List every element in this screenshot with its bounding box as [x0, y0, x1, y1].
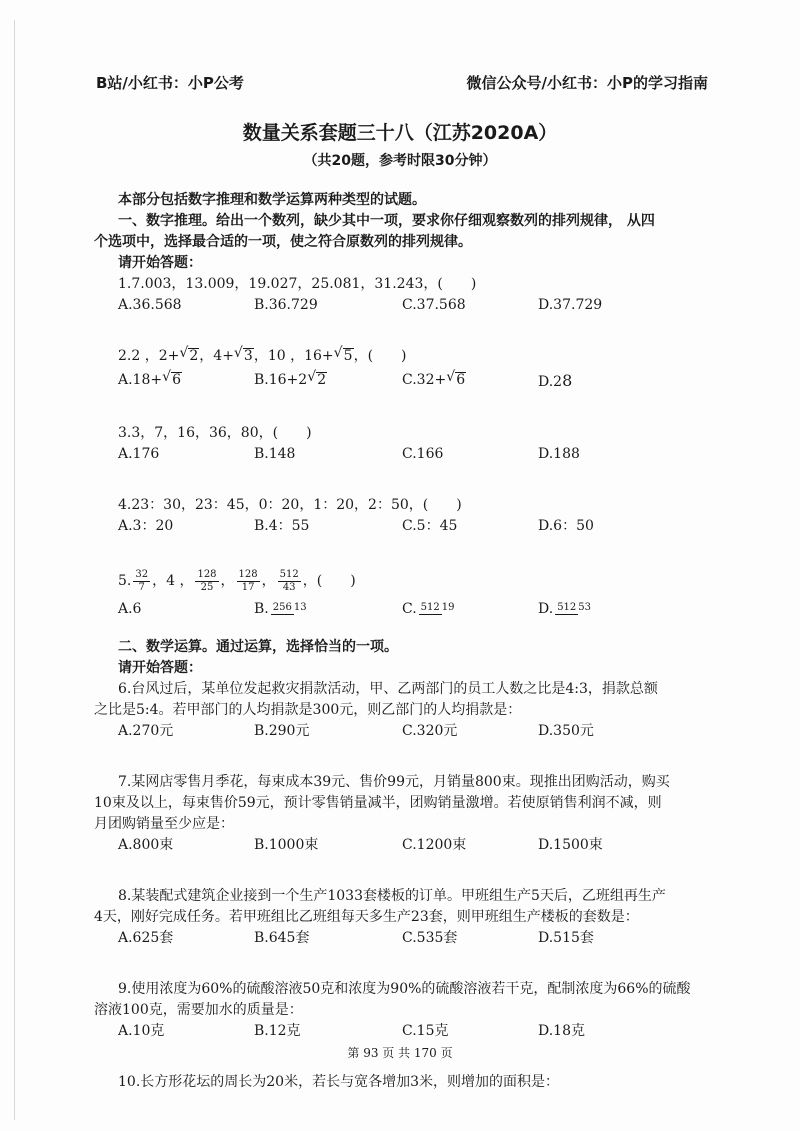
q5-option-b: B. 256 13	[254, 600, 307, 617]
content	[94, 190, 718, 1093]
q4-options	[118, 516, 718, 537]
q4-option-c: C.5：45	[402, 518, 458, 534]
q2-stem-part-c: ，10 ，16+	[253, 348, 334, 364]
q5-frac-4: $\frac{512}{43}$	[279, 568, 299, 593]
q6-option-c: C.320元	[402, 723, 458, 739]
q6-options	[118, 721, 718, 742]
section1-heading	[94, 211, 718, 253]
section2-start: 请开始答题：	[118, 660, 202, 676]
q3-option-c: C.166	[402, 446, 444, 462]
q7-option-a: A.800束	[118, 837, 174, 853]
section1-heading-line2: 个选项中，选择最合适的一项，使之符合原数列的排列规律。	[94, 234, 472, 250]
q8-stem	[94, 886, 718, 928]
q9-line1: 9.使用浓度为60%的硫酸溶液50克和浓度为90%的硫酸溶液若干克，配制浓度为66%的硫酸	[118, 981, 691, 997]
q3-option-b: B.148	[254, 446, 296, 462]
q6-line1: 6.台风过后，某单位发起救灾捐款活动，甲、乙两部门的员工人数之比是4:3，捐款总额	[118, 681, 658, 697]
q7-line3: 月团购销量至少应是：	[94, 816, 234, 832]
q4-option-b: B.4：55	[254, 518, 310, 534]
section1-heading-line1: 一、数字推理。给出一个数列，缺少其中一项，要求你仔细观察数列的排列规律， 从四	[118, 213, 655, 229]
q8-option-d: D.515套	[538, 930, 594, 946]
q7-option-c: C.1200束	[402, 837, 467, 853]
q9-option-c: C.15克	[402, 1023, 449, 1039]
q2-option-c: C.32+√ 6	[402, 370, 538, 393]
q9-option-a: A.10克	[118, 1023, 165, 1039]
q4-option-a: A.3：20	[118, 518, 174, 534]
q9-option-b: B.12克	[254, 1023, 301, 1039]
q7-options	[118, 835, 718, 856]
q7-line2: 10束及以上，每束售价59元，预计零售销量减半，团购销量激增。若使原销售利润不减，则	[94, 795, 662, 811]
q2-stem-part-a: 2.2 ，2+	[118, 348, 180, 364]
q5-stem: 5. $\frac{32}{7}$ ，4 ， $\frac{128}{25}$ ， $\frac{128}{17}$ ， $\frac{512}{43}$ ，( )	[118, 568, 356, 593]
q9-options	[118, 1021, 718, 1042]
q7-option-d: D.1500束	[538, 837, 603, 853]
q6-stem	[94, 679, 718, 721]
section2-heading: 二、数学运算。通过运算，选择恰当的一项。	[118, 639, 398, 655]
q2-option-a: A.18+√ 6	[118, 370, 254, 393]
q3-option-d: D.188	[538, 446, 580, 462]
header-right: 微信公众号/小红书：小P的学习指南	[466, 74, 708, 92]
q1-option-a: A.36.568	[118, 297, 182, 313]
q5-frac-1: $\frac{32}{7}$	[135, 568, 149, 593]
page-footer: 第 93 页 共 170 页	[347, 1046, 453, 1060]
q4-stem: 4.23：30，23：45，0：20，1：20，2：50，( )	[118, 497, 462, 513]
q8-options	[118, 928, 718, 949]
q5-option-c: C. 512 19	[402, 600, 455, 617]
q6-option-b: B.290元	[254, 723, 310, 739]
q9-stem	[94, 979, 718, 1021]
q2-stem	[118, 346, 718, 370]
scan-edge	[14, 20, 15, 1120]
q5-option-d: D. 512 53	[538, 600, 592, 617]
q2-sqrt-3: √ 3	[243, 348, 254, 363]
q9-line2: 溶液100克，需要加水的质量是：	[94, 1002, 303, 1018]
page-subtitle: （共20题，参考时限30分钟）	[303, 153, 497, 169]
q3-stem: 3.3，7，16，36，80，( )	[118, 425, 312, 441]
q5-frac-2: $\frac{128}{25}$	[197, 568, 217, 593]
q3-options	[118, 444, 718, 465]
q9-option-d: D.18克	[538, 1023, 585, 1039]
q2-options	[118, 370, 718, 393]
q2-sqrt-5: √ 5	[343, 348, 354, 363]
q7-option-b: B.1000束	[254, 837, 319, 853]
q2-sqrt-2: √ 2	[188, 348, 199, 363]
q5-option-a: A.6	[118, 600, 142, 617]
q2-stem-part-b: ，4+	[199, 348, 234, 364]
q1-options	[118, 295, 718, 316]
section1-start: 请开始答题：	[118, 255, 202, 271]
q6-option-a: A.270元	[118, 723, 174, 739]
q8-option-a: A.625套	[118, 930, 174, 946]
q8-line1: 8.某装配式建筑企业接到一个生产1033套楼板的订单。甲班组生产5天后，乙班组再生产	[118, 888, 666, 904]
q1-option-c: C.37.568	[402, 297, 466, 313]
header-left: B站/小红书：小P公考	[96, 74, 244, 92]
q6-line2: 之比是5:4。若甲部门的人均捐款是300元，则乙部门的人均捐款是：	[94, 702, 522, 718]
q3-option-a: A.176	[118, 446, 160, 462]
q5-options	[118, 595, 718, 623]
q2-option-b: B.16+2√ 2	[254, 370, 402, 393]
q7-line1: 7.某网店零售月季花，每束成本39元、售价99元，月销量800束。现推出团购活动，购买	[118, 774, 670, 790]
q8-option-b: B.645套	[254, 930, 310, 946]
q6-option-d: D.350元	[538, 723, 594, 739]
q10-stem: 10.长方形花坛的周长为20米，若长与宽各增加3米，则增加的面积是：	[118, 1074, 559, 1090]
q1-option-d: D.37.729	[538, 297, 603, 313]
q8-line2: 4天，刚好完成任务。若甲班组比乙班组每天多生产23套，则甲班组生产楼板的套数是：	[94, 909, 639, 925]
page-title: 数量关系套题三十八（江苏2020A）	[242, 122, 558, 144]
q2-option-d: D.28	[538, 371, 573, 390]
q8-option-c: C.535套	[402, 930, 458, 946]
q7-stem	[94, 772, 718, 835]
q5-frac-3: $\frac{128}{17}$	[238, 568, 258, 593]
q2-stem-part-d: ，( )	[353, 348, 407, 364]
q1-stem: 1.7.003，13.009，19.027，25.081，31.243，( )	[118, 276, 477, 292]
q4-option-d: D.6：50	[538, 518, 594, 534]
q1-option-b: B.36.729	[254, 297, 318, 313]
intro: 本部分包括数字推理和数学运算两种类型的试题。	[118, 192, 426, 208]
